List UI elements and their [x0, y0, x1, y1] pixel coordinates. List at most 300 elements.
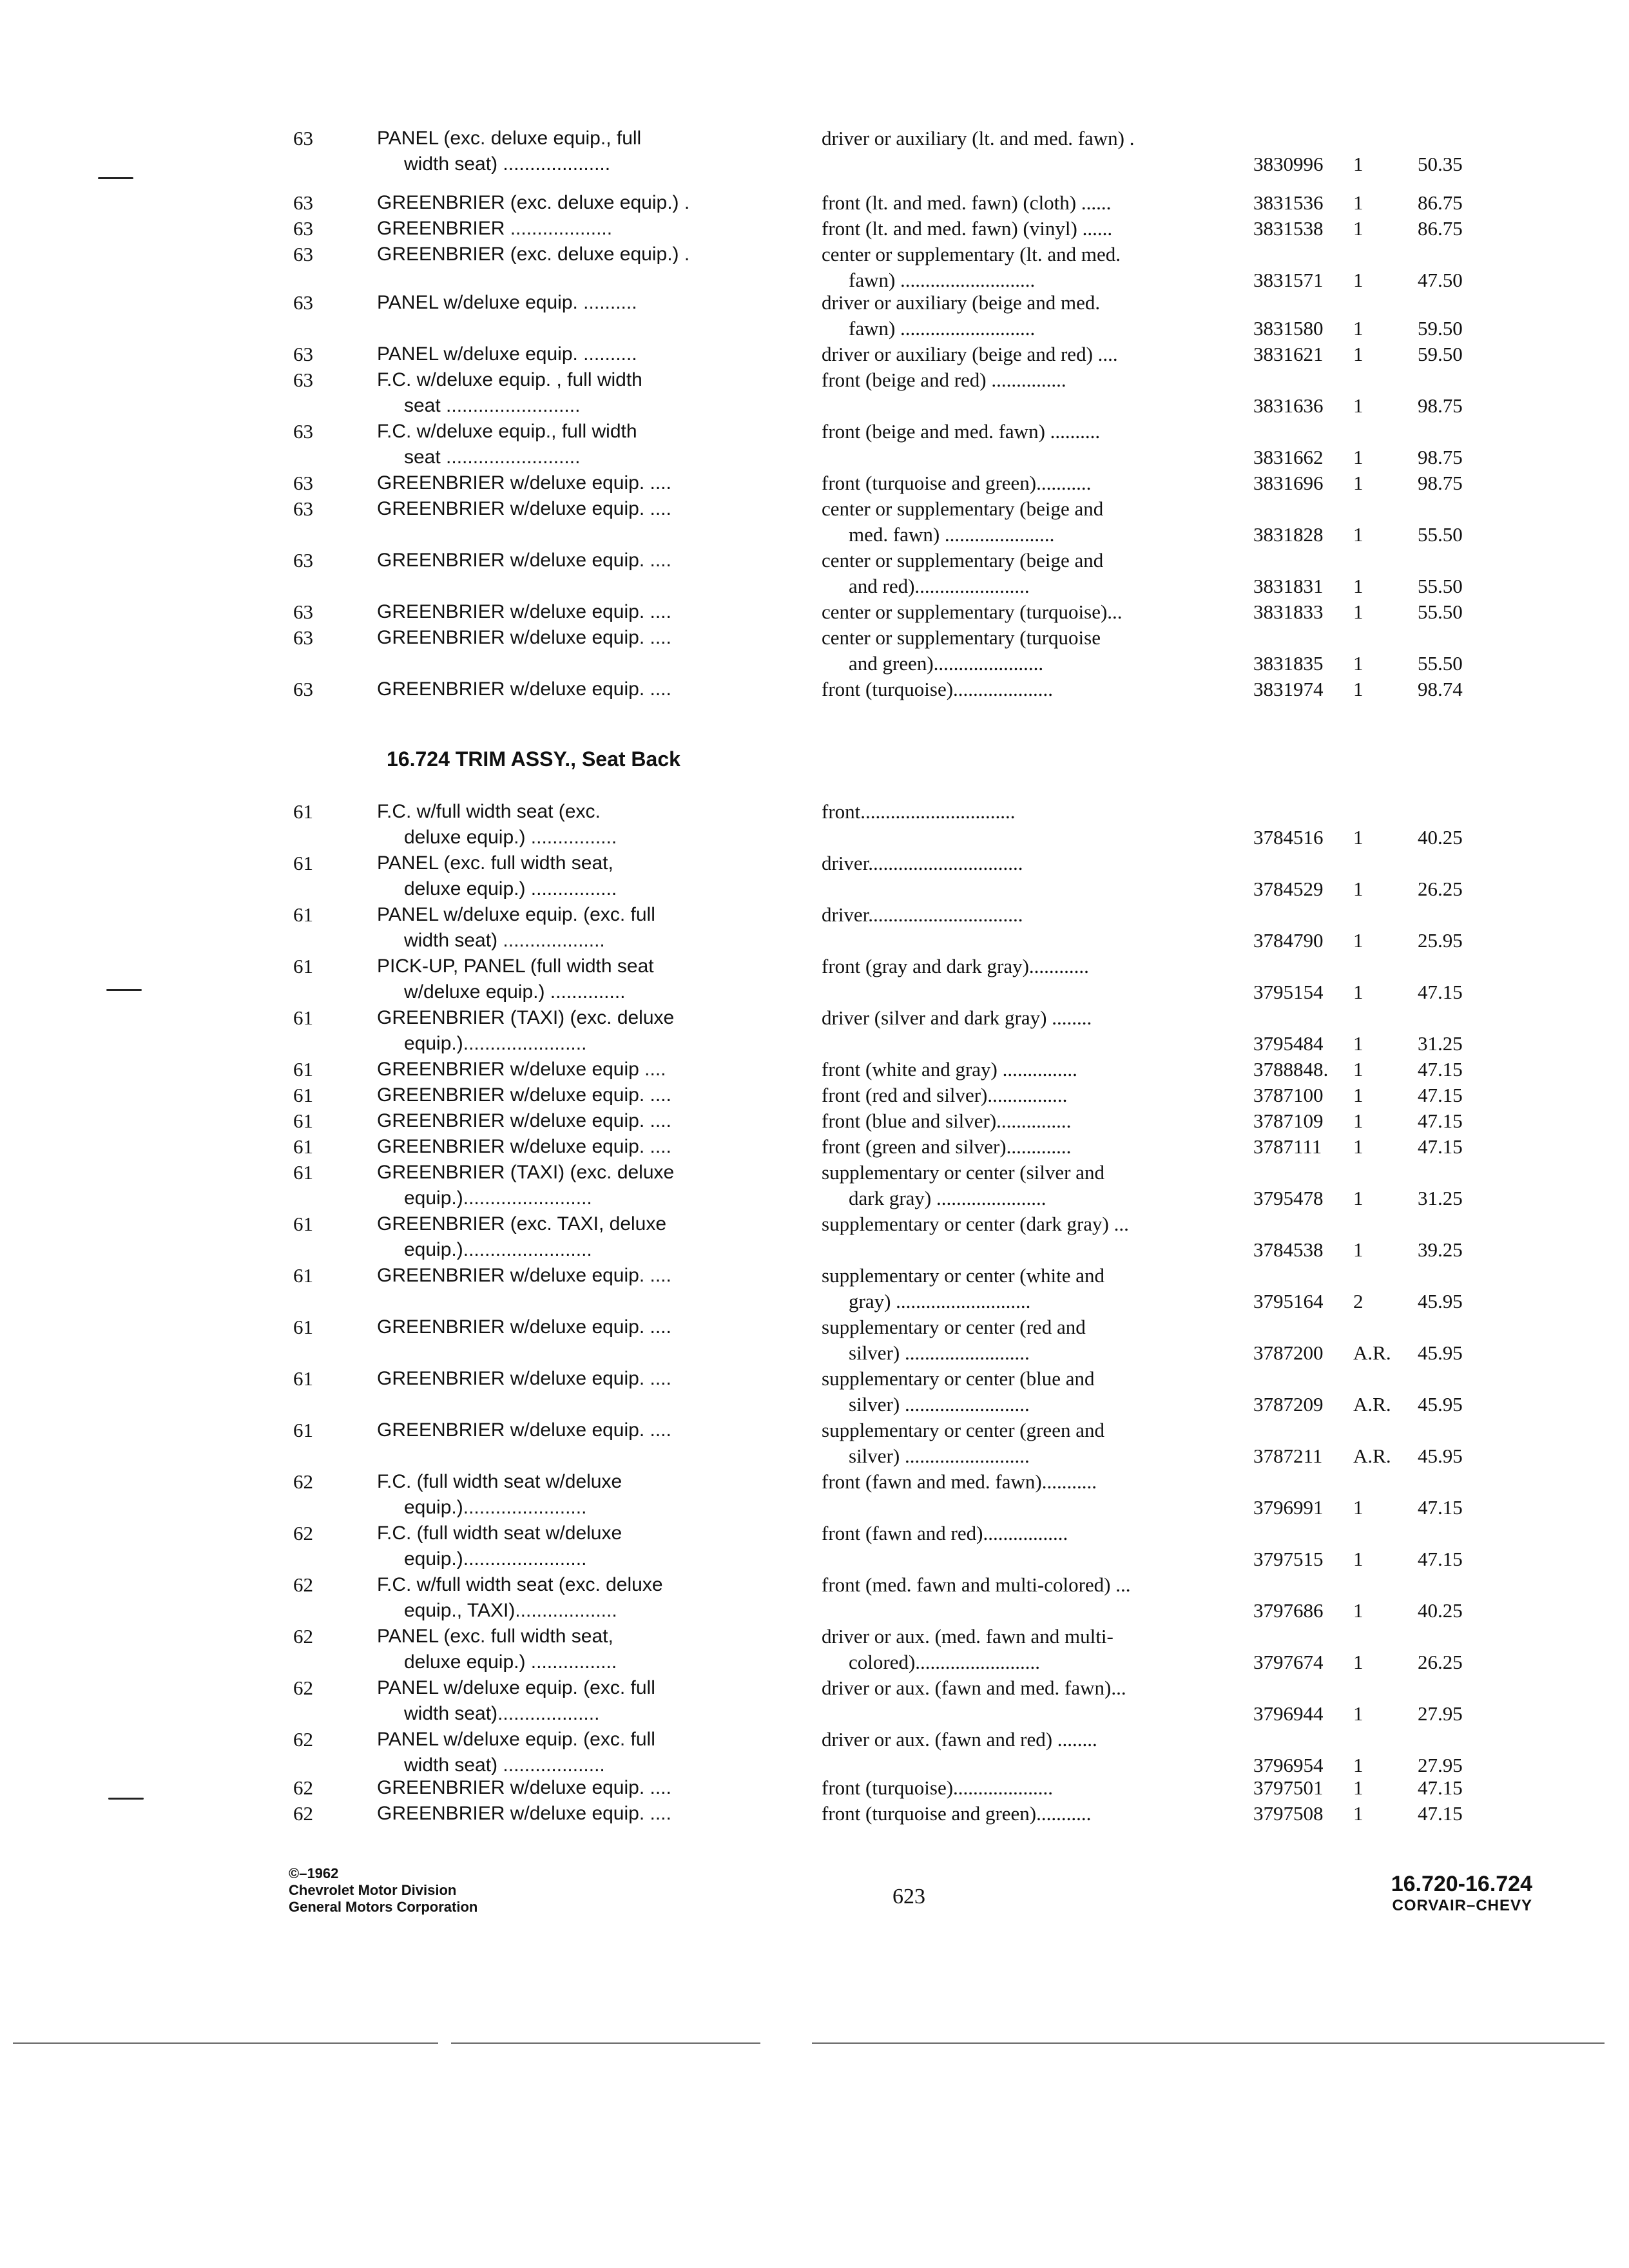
catalog-row [0, 850, 1629, 908]
part-number: 3831538 [1253, 217, 1324, 240]
usage-line: driver or auxiliary (beige and med. [822, 291, 1101, 314]
quantity: 1 [1353, 1776, 1364, 1799]
description-line: PICK-UP, PANEL (full width seat [377, 956, 654, 977]
vehicle-description [377, 341, 764, 367]
quantity: 1 [1353, 446, 1364, 468]
usage-description [822, 1160, 1234, 1211]
usage-line: front (green and silver)............. [822, 1135, 1072, 1158]
usage-description [822, 419, 1234, 445]
description-line: equip.)........................ [404, 1239, 592, 1260]
quantity: 1 [1353, 1058, 1364, 1081]
vehicle-description [377, 1263, 764, 1289]
catalog-row [0, 799, 1629, 857]
vehicle-description [377, 190, 764, 216]
usage-description [822, 1418, 1234, 1469]
usage-line: front (turquoise and green)........... [822, 1802, 1092, 1825]
description-line: PANEL (exc. full width seat, [377, 852, 613, 874]
model-year: 61 [293, 1110, 313, 1132]
usage-description [822, 242, 1234, 293]
usage-description [822, 216, 1234, 242]
vehicle-description [377, 1521, 764, 1572]
quantity: 1 [1353, 981, 1364, 1003]
usage-line: center or supplementary (turquoise [822, 626, 1101, 649]
catalog-row [0, 1211, 1629, 1269]
usage-line: driver or auxiliary (lt. and med. fawn) . [822, 127, 1135, 149]
catalog-row [0, 496, 1629, 554]
description-line: F.C. w/full width seat (exc. deluxe [377, 1574, 663, 1595]
model-year: 62 [293, 1776, 313, 1799]
model-year: 63 [293, 497, 313, 520]
usage-description [822, 1057, 1234, 1082]
description-line: width seat)................... [404, 1703, 600, 1724]
part-number: 3797515 [1253, 1548, 1324, 1570]
catalog-row [0, 1314, 1629, 1372]
price: 59.50 [1418, 317, 1463, 340]
usage-description [822, 1005, 1234, 1031]
part-number: 3788848. [1253, 1058, 1329, 1081]
price: 45.95 [1418, 1341, 1463, 1364]
model-year: 61 [293, 1058, 313, 1081]
part-number: 3796944 [1253, 1702, 1324, 1725]
part-number: 3831636 [1253, 394, 1324, 417]
catalog-row [0, 625, 1629, 683]
usage-line: dark gray) ...................... [849, 1187, 1046, 1209]
model-year: 62 [293, 1802, 313, 1825]
description-line: width seat) ................... [404, 1754, 605, 1776]
price: 26.25 [1418, 878, 1463, 900]
usage-description [822, 599, 1234, 625]
quantity: 1 [1353, 153, 1364, 175]
price: 47.50 [1418, 269, 1463, 291]
part-number: 3795164 [1253, 1290, 1324, 1312]
catalog-row [0, 367, 1629, 425]
usage-line: driver (silver and dark gray) ........ [822, 1006, 1092, 1029]
description-line: GREENBRIER w/deluxe equip .... [377, 1059, 666, 1080]
price: 98.75 [1418, 472, 1463, 494]
part-number: 3796954 [1253, 1754, 1324, 1776]
usage-line: driver or aux. (fawn and red) ........ [822, 1728, 1097, 1751]
description-line: equip.)....................... [404, 1033, 587, 1054]
part-number: 3831828 [1253, 523, 1324, 546]
usage-line: front (fawn and med. fawn)........... [822, 1470, 1097, 1493]
description-line: width seat) ................... [404, 930, 605, 951]
description-line: F.C. (full width seat w/deluxe [377, 1523, 622, 1544]
vehicle-description [377, 1366, 764, 1392]
quantity: 1 [1353, 652, 1364, 675]
price: 27.95 [1418, 1702, 1463, 1725]
usage-description [822, 1134, 1234, 1160]
model-year: 61 [293, 1006, 313, 1029]
price: 40.25 [1418, 1599, 1463, 1622]
vehicle-description [377, 548, 764, 573]
price: 45.95 [1418, 1445, 1463, 1467]
part-number: 3831571 [1253, 269, 1324, 291]
catalog-row [0, 290, 1629, 348]
description-line: deluxe equip.) ................ [404, 827, 617, 848]
description-line: GREENBRIER (exc. deluxe equip.) . [377, 192, 690, 213]
description-line: GREENBRIER w/deluxe equip. .... [377, 1419, 671, 1441]
usage-description [822, 799, 1234, 825]
catalog-row [0, 419, 1629, 477]
usage-description [822, 190, 1234, 216]
price: 26.25 [1418, 1651, 1463, 1673]
usage-line: front (beige and red) ............... [822, 369, 1066, 391]
usage-description [822, 850, 1234, 876]
description-line: seat ......................... [404, 447, 581, 468]
vehicle-description [377, 1314, 764, 1340]
catalog-row [0, 1469, 1629, 1527]
vehicle-description [377, 216, 764, 242]
model-year: 61 [293, 800, 313, 823]
quantity: 1 [1353, 826, 1364, 849]
price: 55.50 [1418, 523, 1463, 546]
usage-line: supplementary or center (dark gray) ... [822, 1213, 1129, 1235]
vehicle-description [377, 1418, 764, 1443]
part-number: 3831835 [1253, 652, 1324, 675]
description-line: equip.)....................... [404, 1548, 587, 1570]
part-number: 3795484 [1253, 1032, 1324, 1055]
description-line: GREENBRIER w/deluxe equip. .... [377, 1368, 671, 1389]
description-line: seat ......................... [404, 395, 581, 416]
usage-description [822, 625, 1234, 677]
usage-description [822, 1572, 1234, 1598]
quantity: 1 [1353, 1238, 1364, 1261]
usage-line: front (turquoise).................... [822, 678, 1054, 700]
model-year: 62 [293, 1625, 313, 1648]
catalog-row [0, 548, 1629, 606]
part-number: 3831696 [1253, 472, 1324, 494]
part-number: 3787211 [1253, 1445, 1323, 1467]
page-number: 623 [892, 1885, 925, 1908]
vehicle-description [377, 1572, 764, 1624]
usage-line: center or supplementary (beige and [822, 549, 1104, 572]
usage-line: driver or aux. (fawn and med. fawn)... [822, 1677, 1126, 1699]
vehicle-description [377, 419, 764, 470]
price: 25.95 [1418, 929, 1463, 952]
price: 98.75 [1418, 446, 1463, 468]
description-line: F.C. w/deluxe equip., full width [377, 421, 637, 442]
usage-line: supplementary or center (silver and [822, 1161, 1104, 1184]
description-line: GREENBRIER w/deluxe equip. .... [377, 472, 671, 494]
description-line: equip., TAXI)................... [404, 1600, 617, 1621]
part-number: 3797508 [1253, 1802, 1324, 1825]
quantity: 1 [1353, 343, 1364, 365]
description-line: GREENBRIER w/deluxe equip. .... [377, 1316, 671, 1338]
usage-line: med. fawn) ...................... [849, 523, 1055, 546]
usage-line: silver) ......................... [849, 1445, 1030, 1467]
usage-description [822, 1521, 1234, 1546]
description-line: GREENBRIER (exc. TAXI, deluxe [377, 1213, 667, 1235]
usage-description [822, 470, 1234, 496]
usage-line: front (lt. and med. fawn) (cloth) ...... [822, 191, 1112, 214]
usage-line: center or supplementary (beige and [822, 497, 1104, 520]
part-number: 3797501 [1253, 1776, 1324, 1799]
vehicle-description [377, 1624, 764, 1675]
model-year: 63 [293, 549, 313, 572]
model-year: 62 [293, 1470, 313, 1493]
part-number: 3787111 [1253, 1135, 1322, 1158]
model-year: 63 [293, 191, 313, 214]
catalog-row [0, 954, 1629, 1012]
usage-line: driver............................... [822, 903, 1023, 926]
usage-line: front (beige and med. fawn) .......... [822, 420, 1101, 443]
vehicle-description [377, 470, 764, 496]
description-line: GREENBRIER (TAXI) (exc. deluxe [377, 1162, 675, 1183]
usage-description [822, 548, 1234, 599]
description-line: GREENBRIER w/deluxe equip. .... [377, 1110, 671, 1131]
model-year: 61 [293, 1084, 313, 1106]
part-number: 3784538 [1253, 1238, 1324, 1261]
usage-description [822, 126, 1234, 151]
description-line: GREENBRIER (exc. deluxe equip.) . [377, 244, 690, 265]
price: 86.75 [1418, 191, 1463, 214]
description-line: width seat) .................... [404, 153, 611, 175]
quantity: 1 [1353, 1032, 1364, 1055]
usage-line: front (lt. and med. fawn) (vinyl) ...... [822, 217, 1113, 240]
price: 98.75 [1418, 394, 1463, 417]
vehicle-description [377, 1082, 764, 1108]
part-number: 3787209 [1253, 1393, 1324, 1416]
description-line: GREENBRIER w/deluxe equip. .... [377, 1136, 671, 1157]
price: 47.15 [1418, 1802, 1463, 1825]
price: 31.25 [1418, 1187, 1463, 1209]
quantity: 1 [1353, 929, 1364, 952]
vehicle-description [377, 677, 764, 702]
price: 55.50 [1418, 601, 1463, 623]
description-line: F.C. (full width seat w/deluxe [377, 1471, 622, 1492]
part-number: 3831974 [1253, 678, 1324, 700]
usage-description [822, 1314, 1234, 1366]
description-line: GREENBRIER w/deluxe equip. .... [377, 1084, 671, 1106]
quantity: 1 [1353, 191, 1364, 214]
usage-description [822, 1727, 1234, 1753]
usage-description [822, 1263, 1234, 1314]
quantity: 1 [1353, 1599, 1364, 1622]
description-line: GREENBRIER w/deluxe equip. .... [377, 1777, 671, 1798]
quantity: 1 [1353, 878, 1364, 900]
description-line: GREENBRIER w/deluxe equip. .... [377, 627, 671, 648]
quantity: A.R. [1353, 1393, 1391, 1416]
quantity: 1 [1353, 1754, 1364, 1776]
model-year: 62 [293, 1573, 313, 1596]
quantity: 1 [1353, 394, 1364, 417]
model-year: 63 [293, 243, 313, 265]
description-line: PANEL w/deluxe equip. .......... [377, 292, 637, 313]
description-line: equip.)....................... [404, 1497, 587, 1518]
part-number: 3830996 [1253, 153, 1324, 175]
vehicle-description [377, 367, 764, 419]
model-year: 63 [293, 127, 313, 149]
copyright-line: Chevrolet Motor Division [289, 1882, 457, 1898]
catalog-row [0, 1572, 1629, 1630]
vehicle-description [377, 1675, 764, 1727]
part-number: 3784516 [1253, 826, 1324, 849]
part-number: 3831580 [1253, 317, 1324, 340]
price: 98.74 [1418, 678, 1463, 700]
price: 39.25 [1418, 1238, 1463, 1261]
price: 47.15 [1418, 1548, 1463, 1570]
model-year: 62 [293, 1728, 313, 1751]
catalog-row [0, 1160, 1629, 1218]
description-line: GREENBRIER (TAXI) (exc. deluxe [377, 1007, 675, 1028]
usage-line: silver) ......................... [849, 1393, 1030, 1416]
quantity: 1 [1353, 217, 1364, 240]
copyright-block [289, 1865, 477, 1916]
description-line: PANEL w/deluxe equip. (exc. full [377, 904, 655, 925]
model-year: 61 [293, 1367, 313, 1390]
price: 59.50 [1418, 343, 1463, 365]
vehicle-description [377, 1160, 764, 1211]
description-line: equip.)........................ [404, 1187, 592, 1209]
part-number: 3787100 [1253, 1084, 1324, 1106]
part-number: 3831662 [1253, 446, 1324, 468]
part-number: 3831536 [1253, 191, 1324, 214]
price: 27.95 [1418, 1754, 1463, 1776]
vehicle-description [377, 799, 764, 850]
part-number: 3784790 [1253, 929, 1324, 952]
usage-line: center or supplementary (lt. and med. [822, 243, 1121, 265]
quantity: 1 [1353, 1084, 1364, 1106]
vehicle-description [377, 1775, 764, 1801]
description-line: GREENBRIER ................... [377, 218, 613, 239]
usage-line: driver............................... [822, 852, 1023, 874]
vehicle-description [377, 290, 764, 316]
vehicle-description [377, 1211, 764, 1263]
description-line: deluxe equip.) ................ [404, 1651, 617, 1673]
part-number: 3787109 [1253, 1110, 1324, 1132]
catalog-row [0, 902, 1629, 960]
part-number: 3797674 [1253, 1651, 1324, 1673]
price: 31.25 [1418, 1032, 1463, 1055]
price: 47.15 [1418, 1084, 1463, 1106]
usage-description [822, 1675, 1234, 1701]
model-year: 63 [293, 369, 313, 391]
quantity: 1 [1353, 1802, 1364, 1825]
description-line: GREENBRIER w/deluxe equip. .... [377, 1265, 671, 1286]
price: 45.95 [1418, 1393, 1463, 1416]
price: 50.35 [1418, 153, 1463, 175]
catalog-row [0, 1624, 1629, 1682]
catalog-row [0, 1418, 1629, 1475]
quantity: 1 [1353, 575, 1364, 597]
description-line: GREENBRIER w/deluxe equip. .... [377, 1803, 671, 1824]
quantity: 1 [1353, 1110, 1364, 1132]
quantity: 1 [1353, 472, 1364, 494]
usage-line: silver) ......................... [849, 1341, 1030, 1364]
vehicle-description [377, 1057, 764, 1082]
part-number: 3796991 [1253, 1496, 1324, 1519]
usage-line: front (red and silver)................ [822, 1084, 1068, 1106]
part-number: 3784529 [1253, 878, 1324, 900]
section-range: 16.720-16.724 [1391, 1872, 1532, 1896]
model-year: 61 [293, 903, 313, 926]
usage-line: and green)...................... [849, 652, 1044, 675]
vehicle-description [377, 1727, 764, 1778]
description-line: PANEL (exc. full width seat, [377, 1626, 613, 1647]
model-year: 62 [293, 1677, 313, 1699]
vehicle-description [377, 850, 764, 902]
quantity: 1 [1353, 1496, 1364, 1519]
model-year: 61 [293, 1419, 313, 1441]
binder-hole-mark [108, 1798, 144, 1800]
model-year: 63 [293, 420, 313, 443]
usage-line: front (med. fawn and multi-colored) ... [822, 1573, 1131, 1596]
catalog-row [0, 677, 1629, 735]
price: 45.95 [1418, 1290, 1463, 1312]
binder-hole-mark [106, 989, 142, 991]
part-number: 3831833 [1253, 601, 1324, 623]
quantity: A.R. [1353, 1445, 1391, 1467]
usage-description [822, 677, 1234, 702]
quantity: 1 [1353, 678, 1364, 700]
usage-description [822, 1624, 1234, 1675]
description-line: GREENBRIER w/deluxe equip. .... [377, 678, 671, 700]
model-year: 63 [293, 217, 313, 240]
section-footer [1391, 1872, 1532, 1915]
catalog-row [0, 1005, 1629, 1063]
model-year: 62 [293, 1522, 313, 1544]
price: 47.15 [1418, 1110, 1463, 1132]
part-number: 3795154 [1253, 981, 1324, 1003]
usage-line: front............................... [822, 800, 1016, 823]
vehicle-description [377, 1108, 764, 1134]
usage-description [822, 1211, 1234, 1237]
description-line: GREENBRIER w/deluxe equip. .... [377, 550, 671, 571]
model-year: 61 [293, 1316, 313, 1338]
description-line: GREENBRIER w/deluxe equip. .... [377, 601, 671, 622]
model-year: 61 [293, 955, 313, 977]
catalog-row [0, 126, 1629, 184]
quantity: 1 [1353, 269, 1364, 291]
usage-line: fawn) ........................... [849, 317, 1036, 340]
vehicle-description [377, 126, 764, 177]
catalog-row [0, 1366, 1629, 1424]
usage-line: front (white and gray) ............... [822, 1058, 1077, 1081]
vehicle-description [377, 1801, 764, 1827]
quantity: 1 [1353, 1651, 1364, 1673]
brand-label: CORVAIR–CHEVY [1392, 1897, 1532, 1914]
price: 47.15 [1418, 1135, 1463, 1158]
binder-hole-mark [98, 177, 133, 179]
usage-line: front (blue and silver)............... [822, 1110, 1072, 1132]
vehicle-description [377, 1134, 764, 1160]
price: 47.15 [1418, 981, 1463, 1003]
usage-line: colored)......................... [849, 1651, 1041, 1673]
usage-description [822, 1082, 1234, 1108]
quantity: A.R. [1353, 1341, 1391, 1364]
vehicle-description [377, 1469, 764, 1521]
description-line: deluxe equip.) ................ [404, 878, 617, 899]
model-year: 61 [293, 1161, 313, 1184]
vehicle-description [377, 625, 764, 651]
quantity: 1 [1353, 317, 1364, 340]
usage-line: front (fawn and red)................. [822, 1522, 1068, 1544]
quantity: 1 [1353, 1702, 1364, 1725]
usage-description [822, 367, 1234, 393]
copyright-line: General Motors Corporation [289, 1899, 478, 1915]
model-year: 61 [293, 852, 313, 874]
price: 40.25 [1418, 826, 1463, 849]
usage-line: supplementary or center (red and [822, 1316, 1086, 1338]
quantity: 1 [1353, 1548, 1364, 1570]
description-line: w/deluxe equip.) .............. [404, 981, 626, 1003]
usage-description [822, 954, 1234, 979]
usage-line: center or supplementary (turquoise)... [822, 601, 1123, 623]
usage-line: and red)....................... [849, 575, 1030, 597]
description-line: GREENBRIER w/deluxe equip. .... [377, 498, 671, 519]
usage-description [822, 1775, 1234, 1801]
section-title: 16.724 TRIM ASSY., Seat Back [387, 747, 680, 771]
